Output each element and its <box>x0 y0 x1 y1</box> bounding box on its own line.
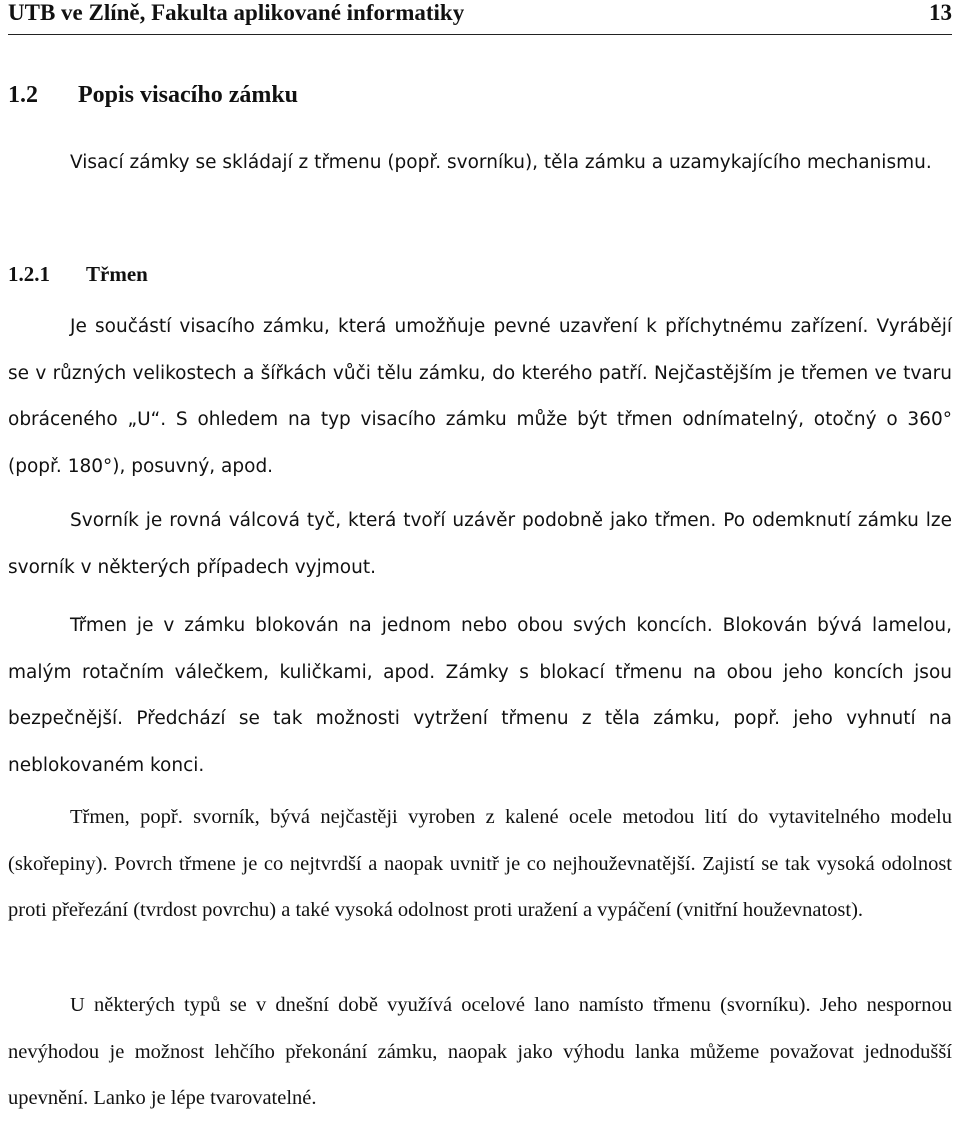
page-number: 13 <box>929 0 952 25</box>
paragraph-cable: U některých typů se v dnešní době využívá ocelové lano namísto třmenu (svorníku). Jeho nespornou nevýhodou je možnost lehčího překonání zámku, naopak jako výhodu lanka můžeme považovat jednodušší upevnění. Lanko je lépe tvarovatelné. <box>8 994 952 1109</box>
running-header <box>8 0 952 35</box>
paragraph-material: Třmen, popř. svorník, bývá nejčastěji vyroben z kalené ocele metodou lití do vytavitelného modelu (skořepiny). Povrch třmene je co nejtvrdší a naopak uvnitř je co nejhouževnatější. Zajistí se tak vysoká odolnost proti přeřezání (tvrdost povrchu) a také vysoká odolnost proti uražení a vypáčení (vnitřní houževnatost). <box>8 806 952 921</box>
section-heading <box>8 82 298 109</box>
header-title: UTB ve Zlíně, Fakulta aplikované informatiky <box>8 0 465 25</box>
subsection-heading <box>8 262 148 287</box>
subsection-number: 1.2.1 <box>8 262 50 286</box>
paragraph-intro: Visací zámky se skládají z třmenu (popř. svorníku), těla zámku a uzamykajícího mechanismu. <box>70 152 932 173</box>
section-number: 1.2 <box>8 82 38 108</box>
paragraph-blocking: Třmen je v zámku blokován na jednom nebo obou svých koncích. Blokován bývá lamelou, malým rotačním válečkem, kuličkami, apod. Zámky s blokací třmenu na obou jeho koncích jsou bezpečnější. Předchází se tak možnosti vytržení třmenu z těla zámku, popř. jeho vyhnutí na neblokovaném konci. <box>8 615 952 776</box>
document-page <box>8 0 952 1109</box>
subsection-title: Třmen <box>86 262 148 286</box>
paragraph-shackle-definition: Je součástí visacího zámku, která umožňuje pevné uzavření k příchytnému zařízení. Vyrábějí se v různých velikostech a šířkách vůči tělu zámku, do kterého patří. Nejčastějším je třemen ve tvaru obráceného „U“. S ohledem na typ visacího zámku může být třmen odnímatelný, otočný o 360° (popř. 180°), posuvný, apod. <box>8 316 952 477</box>
section-title: Popis visacího zámku <box>78 82 299 108</box>
paragraph-bolt: Svorník je rovná válcová tyč, která tvoří uzávěr podobně jako třmen. Po odemknutí zámku lze svorník v některých případech vyjmout. <box>8 510 952 578</box>
